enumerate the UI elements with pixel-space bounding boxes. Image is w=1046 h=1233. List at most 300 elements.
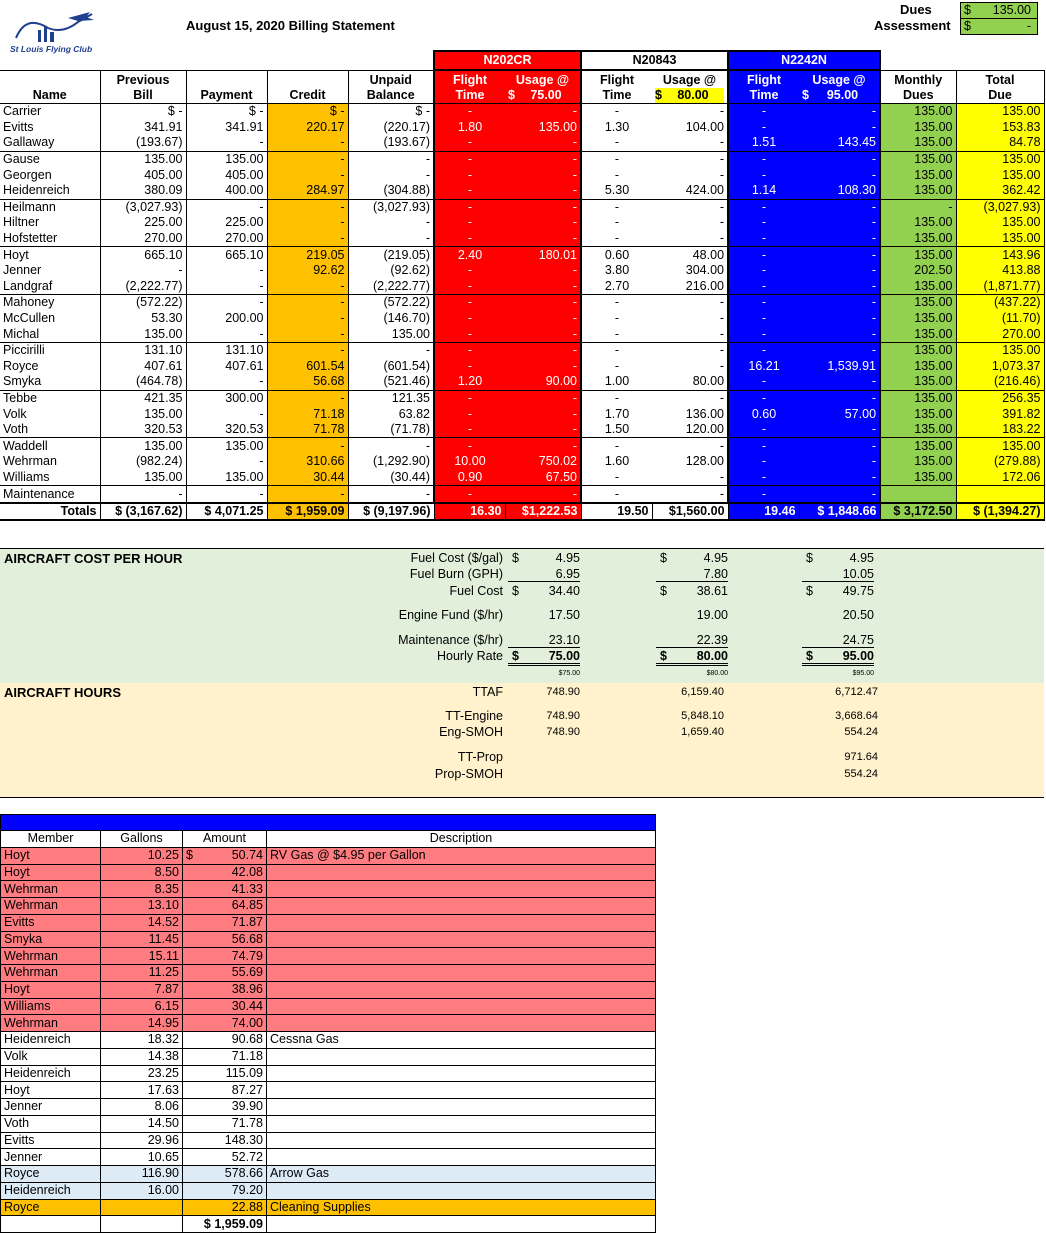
n202cr-usage: -: [505, 263, 581, 279]
monthly-dues: 135.00: [880, 326, 956, 342]
fuel-member: Smyka: [1, 931, 101, 948]
hours-value: 971.64: [844, 751, 878, 763]
currency-sign: $: [660, 551, 667, 565]
fuel-member: Williams: [1, 998, 101, 1015]
n2242n-usage: 1,539.91: [799, 359, 880, 375]
prev-bill: 53.30: [100, 311, 186, 327]
fuel-member: Wehrman: [1, 948, 101, 965]
payment: -: [186, 135, 267, 151]
fuel-amount: 52.72: [183, 1149, 267, 1166]
fuel-amount: 41.33: [183, 881, 267, 898]
n20843-usage: -: [652, 326, 728, 342]
fuel-gallons: 15.11: [101, 948, 183, 965]
currency-sign: $: [806, 551, 813, 565]
hours-value: 6,712.47: [835, 686, 878, 698]
aircraft-header-n2242n: N2242N: [728, 51, 880, 70]
col-header-payment: Payment: [186, 70, 267, 104]
monthly-dues: [880, 486, 956, 503]
n202cr-usage: -: [505, 151, 581, 167]
fuel-description: [267, 948, 656, 965]
n2242n-usage: 57.00: [799, 406, 880, 422]
n2242n-flight-time: -: [728, 120, 799, 136]
n20843-usage: -: [652, 486, 728, 503]
statement-title: August 15, 2020 Billing Statement: [186, 18, 395, 33]
assessment-value-cell: $ -: [960, 18, 1038, 35]
hours-value: 554.24: [844, 768, 878, 780]
fuel-gallons: 18.32: [101, 1032, 183, 1049]
credit: 30.44: [267, 470, 348, 486]
total-due: (279.88): [956, 454, 1044, 470]
n20843-usage: 136.00: [652, 406, 728, 422]
fuel-description: [267, 1082, 656, 1099]
total-due: 256.35: [956, 390, 1044, 406]
total-payment: $ 4,071.25: [186, 503, 267, 521]
prev-bill: 135.00: [100, 151, 186, 167]
assessment-label: Assessment: [874, 18, 951, 33]
n20843-flight-time: -: [581, 390, 652, 406]
prev-bill: (464.78): [100, 374, 186, 390]
fuel-amount: 64.85: [183, 898, 267, 915]
unpaid-balance: 63.82: [348, 406, 434, 422]
member-row: [0, 470, 1044, 486]
n202cr-flight-time: 1.80: [434, 120, 505, 136]
prev-bill: (572.22): [100, 295, 186, 311]
n202cr-flight-time: -: [434, 279, 505, 295]
member-name: Carrier: [3, 104, 42, 119]
cost-label: Engine Fund ($/hr): [398, 608, 503, 622]
n20843-usage: -: [652, 295, 728, 311]
cost-value: 4.95: [703, 551, 728, 565]
prev-bill: 135.00: [100, 470, 186, 486]
total-n20843-usage: $1,560.00: [652, 503, 728, 521]
fuel-amount: 56.68: [183, 931, 267, 948]
n202cr-usage: 90.00: [505, 374, 581, 390]
n20843-usage: 120.00: [652, 422, 728, 438]
member-name: Mahoney: [3, 295, 55, 310]
col-header-total-due: Total Due: [956, 70, 1044, 104]
fuel-row: [1, 1166, 656, 1183]
hours-label: TT-Engine: [445, 709, 503, 723]
unpaid-balance: -: [348, 167, 434, 183]
n20843-usage: -: [652, 151, 728, 167]
member-row: [0, 486, 1044, 503]
fuel-member: Wehrman: [1, 898, 101, 915]
aircraft-hours-section: [0, 683, 1044, 798]
fuel-amount: 74.00: [183, 1015, 267, 1032]
cost-label: Hourly Rate: [437, 649, 503, 663]
member-row: [0, 183, 1044, 199]
member-row: [0, 422, 1044, 438]
member-name: Royce: [3, 358, 39, 373]
payment: -: [186, 406, 267, 422]
fuel-row: [1, 1082, 656, 1099]
n20843-flight-time: 1.30: [581, 120, 652, 136]
cost-value: 80.00: [656, 649, 728, 666]
hours-value: 5,848.10: [681, 710, 724, 722]
member-name: Smyka: [0, 374, 100, 390]
cost-value: 4.95: [555, 551, 580, 565]
n20843-flight-time: -: [581, 151, 652, 167]
member-row: [0, 342, 1044, 358]
fuel-description: [267, 981, 656, 998]
n202cr-flight-time: -: [434, 486, 505, 503]
payment: 341.91: [186, 120, 267, 136]
n2242n-usage: -: [799, 215, 880, 231]
prev-bill: 135.00: [100, 326, 186, 342]
n20843-usage: 128.00: [652, 454, 728, 470]
n2242n-flight-time: -: [728, 390, 799, 406]
fuel-row: [1, 1032, 656, 1049]
member-name: Wehrman: [3, 454, 57, 469]
total-monthly-dues: $ 3,172.50: [880, 503, 956, 521]
fuel-amount: 42.08: [183, 864, 267, 881]
cost-value: 17.50: [548, 608, 580, 622]
fuel-row: [1, 1015, 656, 1032]
prev-bill: -: [100, 486, 186, 503]
col-header-credit: Credit: [267, 70, 348, 104]
fuel-gallons: 14.50: [101, 1115, 183, 1132]
monthly-dues: 135.00: [880, 311, 956, 327]
fuel-member: Hoyt: [1, 981, 101, 998]
n2242n-flight-time: -: [728, 326, 799, 342]
n202cr-usage: 135.00: [505, 120, 581, 136]
n20843-usage: 216.00: [652, 279, 728, 295]
fuel-gallons: 17.63: [101, 1082, 183, 1099]
credit: -: [267, 390, 348, 406]
fuel-member: Jenner: [1, 1149, 101, 1166]
fuel-row: [1, 965, 656, 982]
cost-value: 22.39: [656, 633, 728, 648]
total-due: 135.00: [956, 231, 1044, 247]
fuel-description: [267, 965, 656, 982]
fuel-amount: 55.69: [183, 965, 267, 982]
unpaid-balance: 121.35: [348, 390, 434, 406]
fuel-gallons: 8.35: [101, 881, 183, 898]
n20843-flight-time: -: [581, 311, 652, 327]
n202cr-flight-time: -: [434, 263, 505, 279]
credit: 71.18: [267, 406, 348, 422]
aircraft-header-n202cr: N202CR: [434, 51, 581, 70]
cost-value: 75.00: [508, 649, 580, 666]
col-header-flight-time-3: Flight Time: [728, 70, 799, 104]
n20843-usage: 304.00: [652, 263, 728, 279]
credit: -: [267, 326, 348, 342]
member-row: [0, 311, 1044, 327]
n20843-flight-time: 1.50: [581, 422, 652, 438]
col-header-usage-3: Usage @ $ 95.00: [799, 70, 880, 104]
monthly-dues: 135.00: [880, 470, 956, 486]
billing-table: [0, 50, 1045, 521]
credit: -: [267, 215, 348, 231]
member-name: Gause: [3, 152, 40, 167]
payment: -: [186, 279, 267, 295]
hours-value: 748.90: [546, 686, 580, 698]
currency-sign: $: [512, 551, 519, 565]
fuel-member: Wehrman: [1, 881, 101, 898]
n20843-flight-time: 2.70: [581, 279, 652, 295]
n20843-flight-time: -: [581, 231, 652, 247]
n2242n-flight-time: 16.21: [728, 359, 799, 375]
n20843-flight-time: 1.60: [581, 454, 652, 470]
n2242n-usage: -: [799, 374, 880, 390]
cost-label: Fuel Burn (GPH): [409, 567, 503, 581]
payment: 665.10: [186, 247, 267, 263]
n2242n-usage: -: [799, 104, 880, 120]
total-due: 135.00: [956, 215, 1044, 231]
fuel-amount: 71.78: [183, 1115, 267, 1132]
fuel-col-member: Member: [1, 831, 101, 848]
fuel-gallons: 10.25: [101, 847, 183, 864]
member-row: [0, 279, 1044, 295]
col-header-usage-1: Usage @ $ 75.00: [505, 70, 581, 104]
fuel-amount: 38.96: [183, 981, 267, 998]
unpaid-balance: -: [348, 231, 434, 247]
credit: 284.97: [267, 183, 348, 199]
total-n20843-flight-time: 19.50: [581, 503, 652, 521]
n2242n-flight-time: -: [728, 215, 799, 231]
n20843-flight-time: -: [581, 342, 652, 358]
monthly-dues: 135.00: [880, 151, 956, 167]
n202cr-flight-time: 1.20: [434, 374, 505, 390]
n202cr-usage: -: [505, 486, 581, 503]
cost-value: 34.40: [548, 584, 580, 598]
total-due: 270.00: [956, 326, 1044, 342]
credit: 56.68: [267, 374, 348, 390]
unpaid-balance: $ -: [348, 104, 434, 120]
hours-value: 1,659.40: [681, 726, 724, 738]
n20843-flight-time: 0.60: [581, 247, 652, 263]
fuel-gallons: 14.52: [101, 914, 183, 931]
member-name: Hiltner: [3, 215, 40, 230]
monthly-dues: 135.00: [880, 247, 956, 263]
credit: -: [267, 342, 348, 358]
payment: 135.00: [186, 470, 267, 486]
fuel-gallons: 116.90: [101, 1166, 183, 1183]
n202cr-usage: -: [505, 326, 581, 342]
n202cr-flight-time: -: [434, 104, 505, 120]
fuel-amount: 148.30: [183, 1132, 267, 1149]
unpaid-balance: (521.46): [348, 374, 434, 390]
totals-label: Totals: [0, 503, 100, 521]
hours-value: 748.90: [546, 710, 580, 722]
credit: -: [267, 486, 348, 503]
monthly-dues: 135.00: [880, 390, 956, 406]
unpaid-balance: (71.78): [348, 422, 434, 438]
prev-bill: 320.53: [100, 422, 186, 438]
n202cr-usage: -: [505, 295, 581, 311]
dues-value-cell: $ 135.00: [960, 2, 1038, 19]
n2242n-usage: -: [799, 151, 880, 167]
n20843-usage: -: [652, 438, 728, 454]
total-n202cr-flight-time: 16.30: [434, 503, 505, 521]
n202cr-usage: -: [505, 104, 581, 120]
member-name: Heidenreich: [0, 183, 100, 199]
total-total-due: $ (1,394.27): [956, 503, 1044, 521]
credit: 219.05: [267, 247, 348, 263]
unpaid-balance: (220.17): [348, 120, 434, 136]
n20843-flight-time: -: [581, 326, 652, 342]
n2242n-usage: -: [799, 342, 880, 358]
unpaid-balance: (601.54): [348, 359, 434, 375]
prev-bill: 421.35: [100, 390, 186, 406]
fuel-col-description: Description: [267, 831, 656, 848]
member-row: [0, 247, 1044, 263]
total-n202cr-usage: $1,222.53: [505, 503, 581, 521]
hours-value: 6,159.40: [681, 686, 724, 698]
hours-value: 3,668.64: [835, 710, 878, 722]
n2242n-usage: 143.45: [799, 135, 880, 151]
hours-label: Prop-SMOH: [434, 767, 503, 781]
unpaid-balance: (219.05): [348, 247, 434, 263]
member-row: [0, 263, 1044, 279]
n202cr-flight-time: -: [434, 438, 505, 454]
n20843-flight-time: -: [581, 215, 652, 231]
rate-note: $80.00: [706, 670, 728, 677]
fuel-amount: 79.20: [183, 1182, 267, 1199]
prev-bill: 135.00: [100, 438, 186, 454]
prev-bill: (3,027.93): [100, 199, 186, 215]
prev-bill: 135.00: [100, 406, 186, 422]
fuel-member: Evitts: [1, 1132, 101, 1149]
total-due: [956, 486, 1044, 503]
fuel-member: Heidenreich: [1, 1182, 101, 1199]
fuel-description: [267, 1099, 656, 1116]
n20843-flight-time: -: [581, 486, 652, 503]
fuel-gallons: 7.87: [101, 981, 183, 998]
member-row: [0, 454, 1044, 470]
n20843-usage: -: [652, 342, 728, 358]
total-due: 135.00: [956, 167, 1044, 183]
member-name: Landgraf: [0, 279, 100, 295]
fuel-row: [1, 1099, 656, 1116]
credit: 601.54: [267, 359, 348, 375]
n2242n-usage: -: [799, 263, 880, 279]
fuel-gallons: 11.45: [101, 931, 183, 948]
dues-label: Dues: [900, 2, 932, 17]
fuel-description: [267, 1015, 656, 1032]
total-prev-bill: $ (3,167.62): [100, 503, 186, 521]
n20843-usage: -: [652, 359, 728, 375]
fuel-gallons: 13.10: [101, 898, 183, 915]
n20843-usage: -: [652, 215, 728, 231]
n20843-usage: -: [652, 231, 728, 247]
member-name: Heilmann: [3, 199, 56, 214]
unpaid-balance: 135.00: [348, 326, 434, 342]
n202cr-flight-time: -: [434, 422, 505, 438]
total-due: (1,871.77): [956, 279, 1044, 295]
fuel-gallons: 8.06: [101, 1099, 183, 1116]
n202cr-usage: -: [505, 422, 581, 438]
prev-bill: -: [100, 263, 186, 279]
n20843-flight-time: -: [581, 135, 652, 151]
monthly-dues: 135.00: [880, 120, 956, 136]
n2242n-usage: -: [799, 390, 880, 406]
total-due: 135.00: [956, 342, 1044, 358]
member-name: Maintenance: [3, 486, 75, 501]
member-row: [0, 406, 1044, 422]
n202cr-usage: -: [505, 135, 581, 151]
fuel-amount: 87.27: [183, 1082, 267, 1099]
fuel-description: [267, 1115, 656, 1132]
unpaid-balance: -: [348, 486, 434, 503]
n202cr-flight-time: 10.00: [434, 454, 505, 470]
fuel-row: [1, 881, 656, 898]
payment: 320.53: [186, 422, 267, 438]
prev-bill: (982.24): [100, 454, 186, 470]
payment: -: [186, 454, 267, 470]
aircraft-cost-section: [0, 548, 1044, 684]
fuel-row: [1, 1149, 656, 1166]
payment: 300.00: [186, 390, 267, 406]
monthly-dues: 135.00: [880, 438, 956, 454]
n20843-usage: 80.00: [652, 374, 728, 390]
n202cr-flight-time: -: [434, 183, 505, 199]
n202cr-usage: -: [505, 215, 581, 231]
payment: 135.00: [186, 151, 267, 167]
n2242n-flight-time: 0.60: [728, 406, 799, 422]
n2242n-usage: -: [799, 279, 880, 295]
total-due: 1,073.37: [956, 359, 1044, 375]
n2242n-usage: -: [799, 438, 880, 454]
payment: 225.00: [186, 215, 267, 231]
fuel-amount: 115.09: [183, 1065, 267, 1082]
currency-sign: $: [660, 649, 667, 663]
n20843-flight-time: 5.30: [581, 183, 652, 199]
unpaid-balance: -: [348, 342, 434, 358]
member-name: Evitts: [3, 119, 34, 134]
payment: 270.00: [186, 231, 267, 247]
n20843-usage: -: [652, 311, 728, 327]
n202cr-usage: -: [505, 167, 581, 183]
n202cr-usage: 180.01: [505, 247, 581, 263]
monthly-dues: 135.00: [880, 359, 956, 375]
member-row: [0, 199, 1044, 215]
member-row: [0, 120, 1044, 136]
member-name: Jenner: [3, 263, 42, 278]
n202cr-usage: -: [505, 279, 581, 295]
credit: -: [267, 167, 348, 183]
n20843-usage: -: [652, 470, 728, 486]
n2242n-flight-time: -: [728, 486, 799, 503]
fuel-member: Voth: [1, 1115, 101, 1132]
unpaid-balance: (572.22): [348, 295, 434, 311]
prev-bill: 665.10: [100, 247, 186, 263]
n20843-usage: -: [652, 390, 728, 406]
total-due: 135.00: [956, 104, 1044, 120]
n2242n-flight-time: -: [728, 151, 799, 167]
payment: 405.00: [186, 167, 267, 183]
n202cr-flight-time: -: [434, 406, 505, 422]
unpaid-balance: (92.62): [348, 263, 434, 279]
prev-bill: 131.10: [100, 342, 186, 358]
fuel-member: Wehrman: [1, 965, 101, 982]
cost-value: 6.95: [508, 567, 580, 582]
rate-note: $75.00: [558, 670, 580, 677]
n202cr-usage: 750.02: [505, 454, 581, 470]
n2242n-usage: -: [799, 120, 880, 136]
n202cr-flight-time: -: [434, 231, 505, 247]
fuel-gallons: 23.25: [101, 1065, 183, 1082]
member-name: Piccirilli: [3, 343, 45, 358]
cost-label: Fuel Cost: [449, 584, 503, 598]
prev-bill: 380.09: [100, 183, 186, 199]
n2242n-flight-time: -: [728, 311, 799, 327]
monthly-dues: 135.00: [880, 342, 956, 358]
n202cr-flight-time: -: [434, 199, 505, 215]
fuel-row: [1, 1182, 656, 1199]
payment: 407.61: [186, 359, 267, 375]
n20843-flight-time: -: [581, 470, 652, 486]
